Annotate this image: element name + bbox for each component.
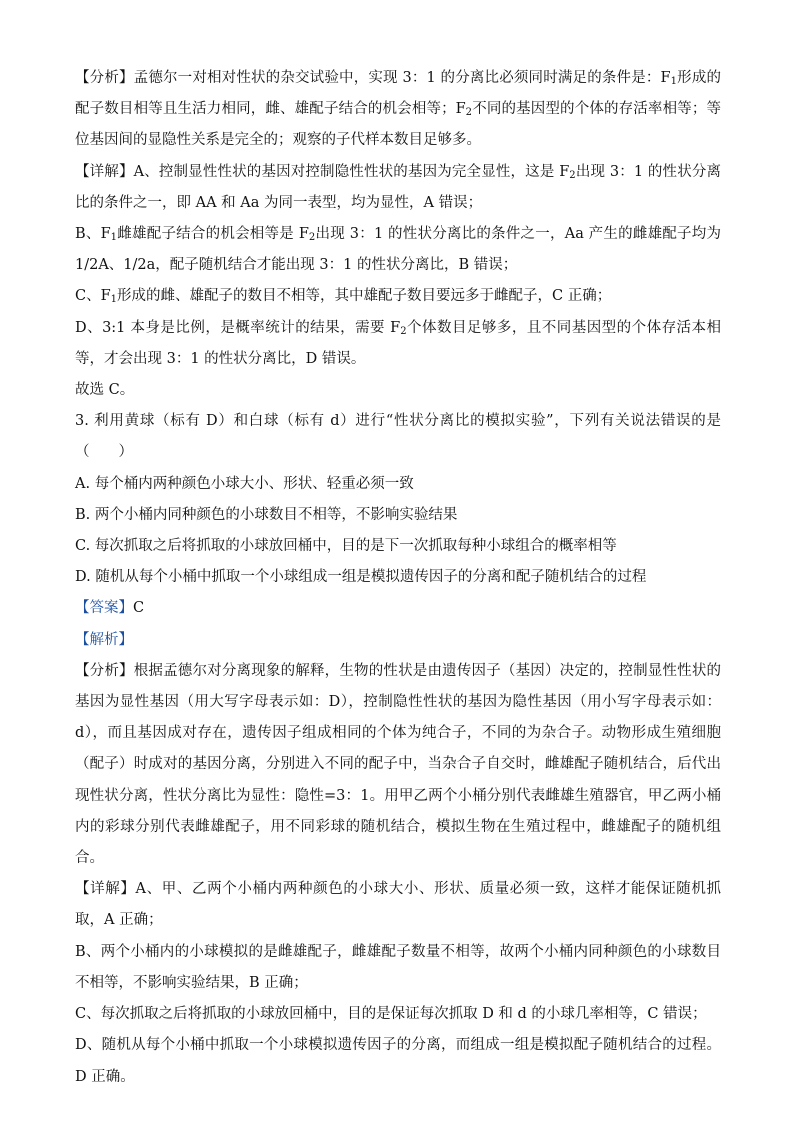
analysis-tag: 【分析】 [75,70,134,86]
option-c: C. 每次抓取之后将抓取的小球放回桶中，目的是下一次抓取每种小球组合的概率相等 [75,538,617,555]
detail-paragraph-a: 【详解】A、控制显性性状的基因对控制隐性性状的基因为完全显性，这是 $F_2$出现 3：1 的性状分离比的条件之一，即 AA 和 Aa 为同一表型，均为显性，A 错误； [75,163,722,211]
detail2-paragraph-c: C、每次抓取之后将抓取的小球放回桶中，目的是保证每次抓取 D 和 d 的小球几率相等，C 错误； [75,1006,707,1023]
analysis-paragraph-2: 【分析】根据孟德尔对分离现象的解释，生物的性状是由遗传因子（基因）决定的，控制显性性状的基因为显性基因（用大写字母表示如：D），控制隐性性状的基因为隐性基因（用小写字母表示如：d），而且基因成对存在，遗传因子组成相同的个体为纯合子，不同的为杂合子。动物形成生殖细胞（配子）时成对的基因分离，分别进入不同的配子中，当杂合子自交时，雌雄配子随机结合，后代出现性状分离，性状分离比为显性：隐性=3：1。用甲乙两个小桶分别代表雌雄生殖器官，甲乙两小桶内的彩球分别代表雌雄配子，用不同彩球的随机结合，模拟生物在生殖过程中，雌雄配子的随机组合。 [75,662,722,867]
explain-line [75,625,721,656]
answer-line [75,593,721,624]
option-a: A. 每个桶内两种颜色小球大小、形状、轻重必须一致 [75,475,414,492]
choose-line: 故选 C。 [75,382,135,399]
option-d: D. 随机从每个小桶中抓取一个小球组成一组是模拟遗传因子的分离和配子随机结合的过程 [75,569,647,586]
detail2-paragraph-d: D、随机从每个小桶中抓取一个小球模拟遗传因子的分离，而组成一组是模拟配子随机结合的过程。D 正确。 [75,1037,721,1085]
question-stem: 3. 利用黄球（标有 D）和白球（标有 d）进行“性状分离比的模拟实验”，下列有关说法错误的是（ ） [75,413,721,461]
analysis-paragraph-1: 【分析】孟德尔一对相对性状的杂交试验中，实现 3：1 的分离比必须同时满足的条件是：$F_1$形成的配子数目相等且生活力相同，雌、雄配子结合的机会相等；$F_2$不同的基因型的个体的存活率相等；等位基因间的显隐性关系是完全的；观察的子代样本数目足够多。 [75,70,722,149]
detail2-paragraph-a: 【详解】A、甲、乙两个小桶内两种颜色的小球大小、形状、质量必须一致，这样才能保证随机抓取，A 正确； [75,881,722,929]
detail-paragraph-b: B、$F_1$雌雄配子结合的机会相等是 $F_2$出现 3：1 的性状分离比的条件之一，Aa 产生的雌雄配子均为 1/2A、1/2a，配子随机结合才能出现 3：1 的性状分离比，B 错误； [75,226,721,274]
detail-tag-2: 【详解】 [75,881,136,898]
answer-tag: 【答案】 [75,600,133,617]
answer-value: C [133,600,145,617]
detail-paragraph-d: D、3:1 本身是比例，是概率统计的结果，需要 $F_2$个体数目足够多，且不同基因型的个体存活本相等，才会出现 3：1 的性状分离比，D 错误。 [75,319,721,367]
option-b: B. 两个小桶内同种颜色的小球数目不相等，不影响实验结果 [75,506,458,523]
document-content [75,63,721,1093]
explain-tag: 【解析】 [75,631,133,648]
detail-tag: 【详解】 [75,163,134,180]
detail2-paragraph-b: B、两个小桶内的小球模拟的是雌雄配子，雌雄配子数量不相等，故两个小桶内同种颜色的小球数目不相等，不影响实验结果，B 正确； [75,943,721,991]
analysis-tag-2: 【分析】 [75,662,134,679]
detail-paragraph-c: C、$F_1$形成的雌、雄配子的数目不相等，其中雄配子数目要远多于雌配子，C 正确； [75,288,612,306]
